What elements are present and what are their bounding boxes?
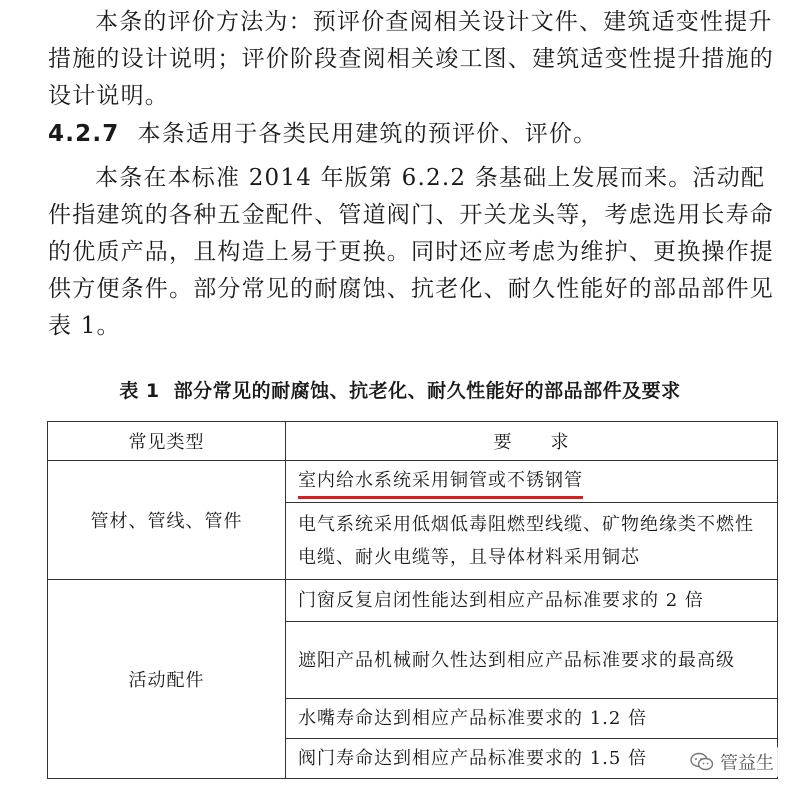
- table-caption-title: 部分常见的耐腐蚀、抗老化、耐久性能好的部品部件及要求: [173, 380, 681, 402]
- requirement-cell: 遮阳产品机械耐久性达到相应产品标准要求的最高级: [286, 622, 778, 699]
- requirement-cell: [286, 461, 778, 503]
- requirement-cell: 电气系统采用低烟低毒阻燃型线缆、矿物绝缘类不燃性电缆、耐火电缆等，且导体材料采用铜芯: [286, 503, 778, 580]
- header-requirement: 要 求: [286, 422, 778, 461]
- watermark-text: 管益生: [720, 753, 774, 774]
- table-header-row: [48, 422, 778, 461]
- requirement-cell: 门窗反复启闭性能达到相应产品标准要求的 2 倍: [286, 580, 778, 622]
- table-row: [48, 461, 778, 503]
- table-caption-label: 表 1: [119, 380, 160, 402]
- requirements-table: [47, 421, 778, 779]
- table-caption: [0, 376, 800, 403]
- header-type: 常见类型: [48, 422, 286, 461]
- wechat-icon: [690, 752, 714, 772]
- table-row: [48, 580, 778, 622]
- highlighted-requirement: 室内给水系统采用铜管或不锈钢管: [298, 467, 583, 499]
- wechat-watermark: [684, 747, 780, 777]
- requirement-cell: 阀门寿命达到相应产品标准要求的 1.5 倍: [286, 739, 778, 779]
- category-cell-fittings: 活动配件: [48, 580, 286, 779]
- explanation-paragraph: 本条在本标准 2014 年版第 6.2.2 条基础上发展而来。活动配件指建筑的各种五金配件、管道阀门、开关龙头等，考虑选用长寿命的优质产品，且构造上易于更换。同时还应考虑为维护、更换操作提供方便条件。部分常见的耐腐蚀、抗老化、耐久性能好的部品部件见表 1。: [48, 165, 774, 339]
- clause-text: 本条适用于各类民用建筑的预评价、评价。: [137, 121, 598, 147]
- category-cell-pipes: 管材、管线、管件: [48, 461, 286, 580]
- intro-paragraph: 本条的评价方法为：预评价查阅相关设计文件、建筑适变性提升措施的设计说明；评价阶段查阅相关竣工图、建筑适变性提升措施的设计说明。: [48, 9, 774, 109]
- requirement-cell: 水嘴寿命达到相应产品标准要求的 1.2 倍: [286, 699, 778, 739]
- clause-line: [48, 116, 778, 153]
- clause-number: 4.2.7: [48, 121, 120, 147]
